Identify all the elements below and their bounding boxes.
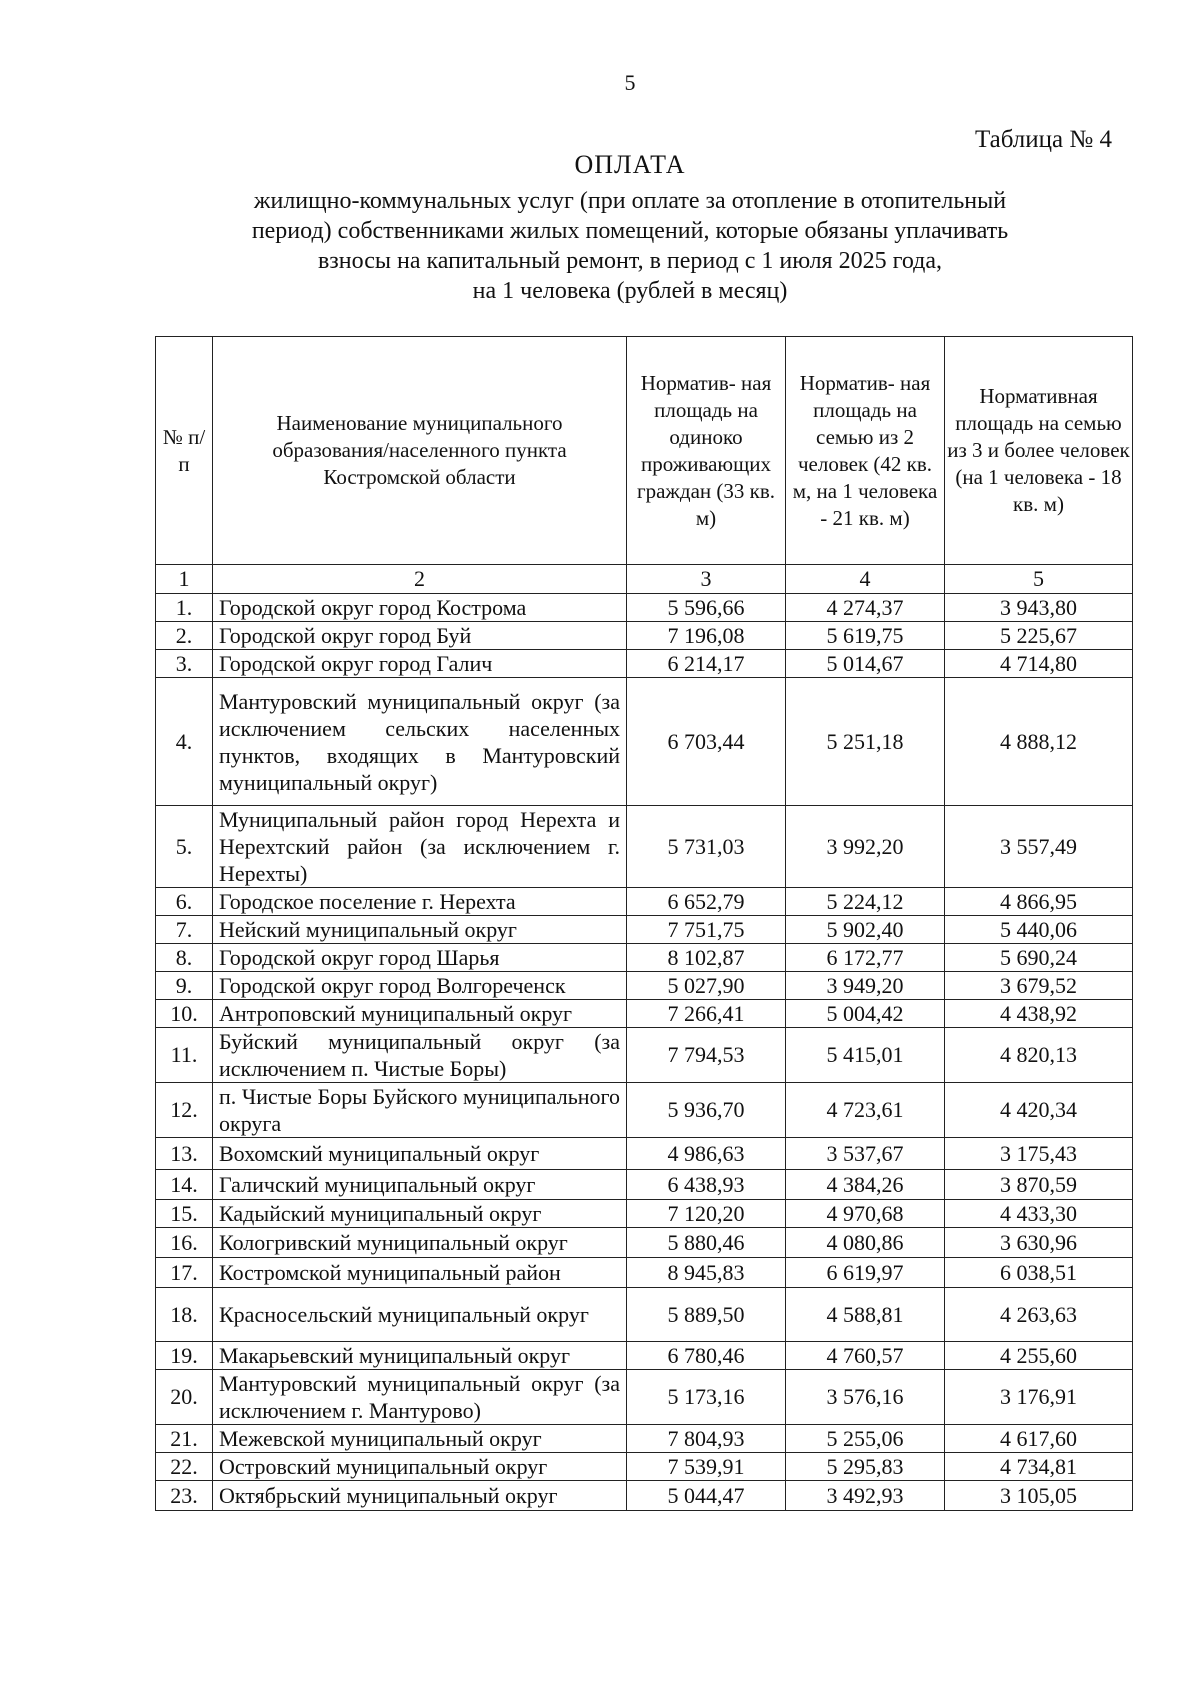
value-three-plus: 3 105,05 bbox=[945, 1481, 1133, 1511]
value-three-plus: 4 866,95 bbox=[945, 888, 1133, 916]
value-two-person: 5 415,01 bbox=[786, 1028, 945, 1083]
table-row bbox=[156, 944, 1133, 972]
row-number: 17. bbox=[156, 1258, 213, 1288]
row-number: 16. bbox=[156, 1228, 213, 1258]
row-number: 22. bbox=[156, 1453, 213, 1481]
value-three-plus: 4 433,30 bbox=[945, 1200, 1133, 1228]
value-two-person: 3 492,93 bbox=[786, 1481, 945, 1511]
value-single: 5 596,66 bbox=[627, 594, 786, 622]
value-three-plus: 4 820,13 bbox=[945, 1028, 1133, 1083]
row-name: Вохомский муниципальный округ bbox=[213, 1138, 627, 1170]
table-row bbox=[156, 1170, 1133, 1200]
row-number: 6. bbox=[156, 888, 213, 916]
subtitle-line: период) собственниками жилых помещений, которые обязаны уплачивать bbox=[251, 218, 1009, 244]
header-name: Наименование муниципального образования/населенного пункта Костромской области bbox=[213, 337, 627, 565]
row-name: Макарьевский муниципальный округ bbox=[213, 1342, 627, 1370]
row-number: 19. bbox=[156, 1342, 213, 1370]
table-row bbox=[156, 1083, 1133, 1138]
table-row bbox=[156, 806, 1133, 888]
value-three-plus: 3 943,80 bbox=[945, 594, 1133, 622]
value-two-person: 4 723,61 bbox=[786, 1083, 945, 1138]
table-row bbox=[156, 1453, 1133, 1481]
value-three-plus: 4 438,92 bbox=[945, 1000, 1133, 1028]
value-two-person: 5 295,83 bbox=[786, 1453, 945, 1481]
row-name: Городской округ город Буй bbox=[213, 622, 627, 650]
value-three-plus: 3 630,96 bbox=[945, 1228, 1133, 1258]
value-single: 7 196,08 bbox=[627, 622, 786, 650]
value-single: 7 120,20 bbox=[627, 1200, 786, 1228]
row-number: 10. bbox=[156, 1000, 213, 1028]
table-row bbox=[156, 1000, 1133, 1028]
row-number: 14. bbox=[156, 1170, 213, 1200]
value-single: 6 214,17 bbox=[627, 650, 786, 678]
row-number: 2. bbox=[156, 622, 213, 650]
column-number-row bbox=[156, 565, 1133, 594]
row-name: Городской округ город Галич bbox=[213, 650, 627, 678]
value-two-person: 5 255,06 bbox=[786, 1425, 945, 1453]
subtitle-line: жилищно-коммунальных услуг (при оплате за отопление в отопительный bbox=[253, 188, 1007, 214]
value-two-person: 3 949,20 bbox=[786, 972, 945, 1000]
value-single: 5 027,90 bbox=[627, 972, 786, 1000]
table-body bbox=[156, 594, 1133, 1511]
row-name: Антроповский муниципальный округ bbox=[213, 1000, 627, 1028]
row-number: 7. bbox=[156, 916, 213, 944]
row-number: 12. bbox=[156, 1083, 213, 1138]
value-three-plus: 3 557,49 bbox=[945, 806, 1133, 888]
value-single: 5 889,50 bbox=[627, 1288, 786, 1342]
row-number: 5. bbox=[156, 806, 213, 888]
header-two-person: Норматив- ная площадь на семью из 2 человек (42 кв. м, на 1 человека - 21 кв. м) bbox=[786, 337, 945, 565]
value-three-plus: 4 255,60 bbox=[945, 1342, 1133, 1370]
value-single: 7 266,41 bbox=[627, 1000, 786, 1028]
value-two-person: 5 224,12 bbox=[786, 888, 945, 916]
value-single: 7 804,93 bbox=[627, 1425, 786, 1453]
value-three-plus: 3 176,91 bbox=[945, 1370, 1133, 1425]
row-name: Кадыйский муниципальный округ bbox=[213, 1200, 627, 1228]
row-name: Муниципальный район город Нерехта и Нерехтский район (за исключением г. Нерехты) bbox=[213, 806, 627, 888]
row-name: Островский муниципальный округ bbox=[213, 1453, 627, 1481]
value-three-plus: 6 038,51 bbox=[945, 1258, 1133, 1288]
row-number: 15. bbox=[156, 1200, 213, 1228]
table-row bbox=[156, 1258, 1133, 1288]
row-number: 23. bbox=[156, 1481, 213, 1511]
table-row bbox=[156, 678, 1133, 806]
table-row bbox=[156, 972, 1133, 1000]
row-name: Городской округ город Волгореченск bbox=[213, 972, 627, 1000]
value-single: 7 751,75 bbox=[627, 916, 786, 944]
column-number: 5 bbox=[945, 565, 1133, 594]
row-name: Межевской муниципальный округ bbox=[213, 1425, 627, 1453]
row-name: п. Чистые Боры Буйского муниципального округа bbox=[213, 1083, 627, 1138]
header-three-plus: Нормативная площадь на семью из 3 и более человек (на 1 человека - 18 кв. м) bbox=[945, 337, 1133, 565]
value-three-plus: 4 263,63 bbox=[945, 1288, 1133, 1342]
row-name: Мантуровский муниципальный округ (за исключением сельских населенных пунктов, входящих в Мантуровский муниципальный округ) bbox=[213, 678, 627, 806]
table-row bbox=[156, 1481, 1133, 1511]
column-number: 1 bbox=[156, 565, 213, 594]
table-row bbox=[156, 888, 1133, 916]
value-two-person: 4 384,26 bbox=[786, 1170, 945, 1200]
column-number: 2 bbox=[213, 565, 627, 594]
value-single: 6 438,93 bbox=[627, 1170, 786, 1200]
row-name: Буйский муниципальный округ (за исключением п. Чистые Боры) bbox=[213, 1028, 627, 1083]
value-three-plus: 3 175,43 bbox=[945, 1138, 1133, 1170]
value-three-plus: 4 420,34 bbox=[945, 1083, 1133, 1138]
table-label: Таблица № 4 bbox=[974, 126, 1112, 153]
row-name: Октябрьский муниципальный округ bbox=[213, 1481, 627, 1511]
row-number: 4. bbox=[156, 678, 213, 806]
row-name: Нейский муниципальный округ bbox=[213, 916, 627, 944]
table-row bbox=[156, 1370, 1133, 1425]
table-row bbox=[156, 1288, 1133, 1342]
subtitle-line: взносы на капитальный ремонт, в период с 1 июля 2025 года, bbox=[317, 248, 943, 274]
value-single: 5 731,03 bbox=[627, 806, 786, 888]
value-single: 5 044,47 bbox=[627, 1481, 786, 1511]
row-name: Городской округ город Кострома bbox=[213, 594, 627, 622]
header-number: № п/п bbox=[156, 337, 213, 565]
value-two-person: 4 588,81 bbox=[786, 1288, 945, 1342]
table-row bbox=[156, 1425, 1133, 1453]
value-two-person: 5 014,67 bbox=[786, 650, 945, 678]
value-two-person: 3 576,16 bbox=[786, 1370, 945, 1425]
value-two-person: 3 992,20 bbox=[786, 806, 945, 888]
value-two-person: 4 080,86 bbox=[786, 1228, 945, 1258]
header-single: Норматив- ная площадь на одиноко проживающих граждан (33 кв. м) bbox=[627, 337, 786, 565]
value-three-plus: 4 714,80 bbox=[945, 650, 1133, 678]
document-subtitle bbox=[0, 186, 1200, 306]
row-number: 13. bbox=[156, 1138, 213, 1170]
row-number: 11. bbox=[156, 1028, 213, 1083]
value-two-person: 6 172,77 bbox=[786, 944, 945, 972]
row-number: 21. bbox=[156, 1425, 213, 1453]
value-single: 8 945,83 bbox=[627, 1258, 786, 1288]
value-two-person: 6 619,97 bbox=[786, 1258, 945, 1288]
value-two-person: 4 970,68 bbox=[786, 1200, 945, 1228]
page-number: 5 bbox=[624, 70, 636, 95]
value-two-person: 4 274,37 bbox=[786, 594, 945, 622]
value-single: 7 794,53 bbox=[627, 1028, 786, 1083]
value-two-person: 5 004,42 bbox=[786, 1000, 945, 1028]
row-name: Кологривский муниципальный округ bbox=[213, 1228, 627, 1258]
value-single: 5 936,70 bbox=[627, 1083, 786, 1138]
row-name: Городской округ город Шарья bbox=[213, 944, 627, 972]
value-three-plus: 3 870,59 bbox=[945, 1170, 1133, 1200]
value-two-person: 4 760,57 bbox=[786, 1342, 945, 1370]
row-name: Галичский муниципальный округ bbox=[213, 1170, 627, 1200]
table-row bbox=[156, 1342, 1133, 1370]
table-row bbox=[156, 1138, 1133, 1170]
column-number: 3 bbox=[627, 565, 786, 594]
table-row bbox=[156, 594, 1133, 622]
value-single: 6 703,44 bbox=[627, 678, 786, 806]
value-three-plus: 4 888,12 bbox=[945, 678, 1133, 806]
value-single: 7 539,91 bbox=[627, 1453, 786, 1481]
value-three-plus: 4 617,60 bbox=[945, 1425, 1133, 1453]
row-number: 18. bbox=[156, 1288, 213, 1342]
value-three-plus: 3 679,52 bbox=[945, 972, 1133, 1000]
table-row bbox=[156, 1200, 1133, 1228]
document-title: ОПЛАТА bbox=[574, 150, 686, 179]
table-row bbox=[156, 650, 1133, 678]
value-three-plus: 5 690,24 bbox=[945, 944, 1133, 972]
row-number: 1. bbox=[156, 594, 213, 622]
value-three-plus: 5 440,06 bbox=[945, 916, 1133, 944]
value-single: 5 173,16 bbox=[627, 1370, 786, 1425]
table-row bbox=[156, 916, 1133, 944]
value-single: 6 780,46 bbox=[627, 1342, 786, 1370]
value-three-plus: 4 734,81 bbox=[945, 1453, 1133, 1481]
tariff-table bbox=[155, 336, 1133, 1511]
row-name: Мантуровский муниципальный округ (за исключением г. Мантурово) bbox=[213, 1370, 627, 1425]
value-single: 4 986,63 bbox=[627, 1138, 786, 1170]
row-number: 9. bbox=[156, 972, 213, 1000]
value-single: 5 880,46 bbox=[627, 1228, 786, 1258]
row-name: Костромской муниципальный район bbox=[213, 1258, 627, 1288]
table-row bbox=[156, 622, 1133, 650]
table-row bbox=[156, 1028, 1133, 1083]
value-single: 6 652,79 bbox=[627, 888, 786, 916]
row-number: 20. bbox=[156, 1370, 213, 1425]
value-two-person: 3 537,67 bbox=[786, 1138, 945, 1170]
row-name: Красносельский муниципальный округ bbox=[213, 1288, 627, 1342]
table-row bbox=[156, 1228, 1133, 1258]
value-two-person: 5 251,18 bbox=[786, 678, 945, 806]
subtitle-line: на 1 человека (рублей в месяц) bbox=[472, 278, 788, 304]
header-row bbox=[156, 337, 1133, 565]
value-two-person: 5 902,40 bbox=[786, 916, 945, 944]
row-name: Городское поселение г. Нерехта bbox=[213, 888, 627, 916]
column-number: 4 bbox=[786, 565, 945, 594]
row-number: 3. bbox=[156, 650, 213, 678]
value-single: 8 102,87 bbox=[627, 944, 786, 972]
value-two-person: 5 619,75 bbox=[786, 622, 945, 650]
value-three-plus: 5 225,67 bbox=[945, 622, 1133, 650]
row-number: 8. bbox=[156, 944, 213, 972]
